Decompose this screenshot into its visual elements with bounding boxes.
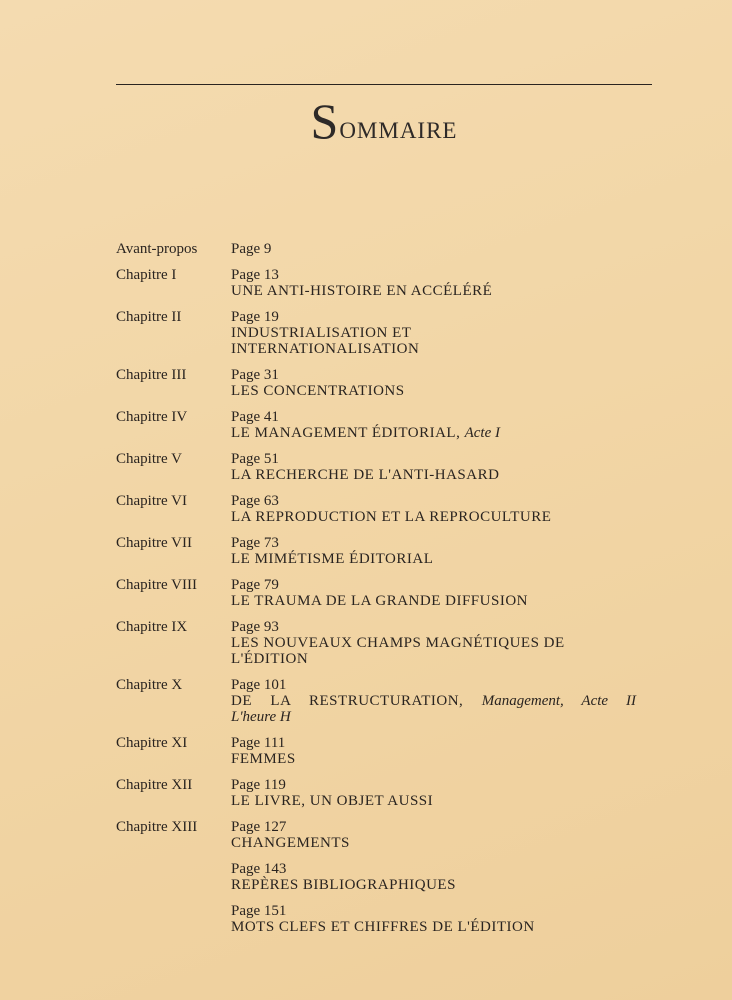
toc-entry-chapitre-1[interactable] xyxy=(116,267,636,299)
entry-page: Page 63 xyxy=(231,493,279,509)
entry-label: Chapitre VIII xyxy=(116,577,197,593)
entry-page: Page 93 xyxy=(231,619,279,635)
entry-heading: FEMMES xyxy=(231,751,296,767)
entry-heading: MOTS CLEFS ET CHIFFRES DE L'ÉDITION xyxy=(231,919,535,935)
entry-label: Chapitre V xyxy=(116,451,182,467)
toc-entry-chapitre-2[interactable] xyxy=(116,309,636,357)
toc-entry-avant-propos[interactable] xyxy=(116,241,636,257)
entry-label xyxy=(116,903,231,935)
entry-heading-text: LE MANAGEMENT ÉDITORIAL, xyxy=(231,425,461,441)
entry-label: Chapitre XII xyxy=(116,777,193,793)
entry-page: Page 79 xyxy=(231,577,279,593)
entry-heading-line2: L'ÉDITION xyxy=(231,651,309,667)
entry-page: Page 101 xyxy=(231,677,287,693)
entry-label: Chapitre IV xyxy=(116,409,188,425)
entry-label: Chapitre IX xyxy=(116,619,188,635)
entry-heading: LA RECHERCHE DE L'ANTI-HASARD xyxy=(231,467,500,483)
toc-entry-chapitre-7[interactable] xyxy=(116,535,636,567)
entry-label: Chapitre II xyxy=(116,309,182,325)
entry-label: Chapitre XI xyxy=(116,735,188,751)
entry-heading: UNE ANTI-HISTOIRE EN ACCÉLÉRÉ xyxy=(231,283,493,299)
table-of-contents xyxy=(116,241,636,945)
entry-page: Page 143 xyxy=(231,861,287,877)
toc-entry-chapitre-9[interactable] xyxy=(116,619,636,667)
entry-heading: LA REPRODUCTION ET LA REPROCULTURE xyxy=(231,509,552,525)
entry-heading-italic-line2: L'heure H xyxy=(231,709,291,725)
entry-label: Chapitre III xyxy=(116,367,187,383)
toc-entry-chapitre-11[interactable] xyxy=(116,735,636,767)
entry-label: Avant-propos xyxy=(116,241,198,257)
title-initial: S xyxy=(310,93,340,149)
toc-entry-chapitre-4[interactable] xyxy=(116,409,636,441)
entry-page: Page 127 xyxy=(231,819,287,835)
toc-entry-chapitre-5[interactable] xyxy=(116,451,636,483)
entry-page: Page 119 xyxy=(231,777,286,793)
entry-heading: LES CONCENTRATIONS xyxy=(231,383,405,399)
entry-heading: INDUSTRIALISATION ET xyxy=(231,325,412,341)
entry-heading: LE TRAUMA DE LA GRANDE DIFFUSION xyxy=(231,593,528,609)
entry-label xyxy=(116,861,231,893)
entry-page: Page 19 xyxy=(231,309,279,325)
entry-heading-italic: Management, Acte II xyxy=(481,693,637,709)
toc-entry-chapitre-3[interactable] xyxy=(116,367,636,399)
entry-heading: CHANGEMENTS xyxy=(231,835,350,851)
toc-entry-chapitre-6[interactable] xyxy=(116,493,636,525)
entry-heading-line2 xyxy=(231,709,636,725)
entry-label: Chapitre X xyxy=(116,677,183,693)
page-title xyxy=(0,92,732,150)
entry-page: Page 31 xyxy=(231,367,279,383)
toc-entry-chapitre-8[interactable] xyxy=(116,577,636,609)
entry-page: Page 13 xyxy=(231,267,279,283)
entry-page: Page 9 xyxy=(231,241,272,257)
entry-heading-text: DE LA RESTRUCTURATION, xyxy=(231,693,464,709)
toc-entry-mots-clefs[interactable] xyxy=(116,903,636,935)
entry-heading: REPÈRES BIBLIOGRAPHIQUES xyxy=(231,877,456,893)
entry-heading-line2: INTERNATIONALISATION xyxy=(231,341,420,357)
toc-entry-chapitre-12[interactable] xyxy=(116,777,636,809)
entry-heading-italic: Acte I xyxy=(464,425,500,441)
entry-page: Page 151 xyxy=(231,903,287,919)
toc-entry-chapitre-13[interactable] xyxy=(116,819,636,851)
entry-heading: LE LIVRE, UN OBJET AUSSI xyxy=(231,793,434,809)
entry-page: Page 41 xyxy=(231,409,279,425)
title-rest: ommaire xyxy=(339,110,458,146)
entry-heading: LE MIMÉTISME ÉDITORIAL xyxy=(231,551,434,567)
entry-heading: LES NOUVEAUX CHAMPS MAGNÉTIQUES DE xyxy=(231,635,565,651)
entry-label: Chapitre I xyxy=(116,267,177,283)
entry-label: Chapitre VI xyxy=(116,493,187,509)
entry-page: Page 111 xyxy=(231,735,286,751)
toc-entry-chapitre-10[interactable] xyxy=(116,677,636,725)
entry-page: Page 73 xyxy=(231,535,279,551)
entry-label: Chapitre VII xyxy=(116,535,192,551)
top-rule xyxy=(116,84,652,85)
entry-heading xyxy=(231,693,636,709)
toc-entry-reperes[interactable] xyxy=(116,861,636,893)
entry-heading xyxy=(231,425,636,441)
entry-label: Chapitre XIII xyxy=(116,819,198,835)
entry-page: Page 51 xyxy=(231,451,279,467)
